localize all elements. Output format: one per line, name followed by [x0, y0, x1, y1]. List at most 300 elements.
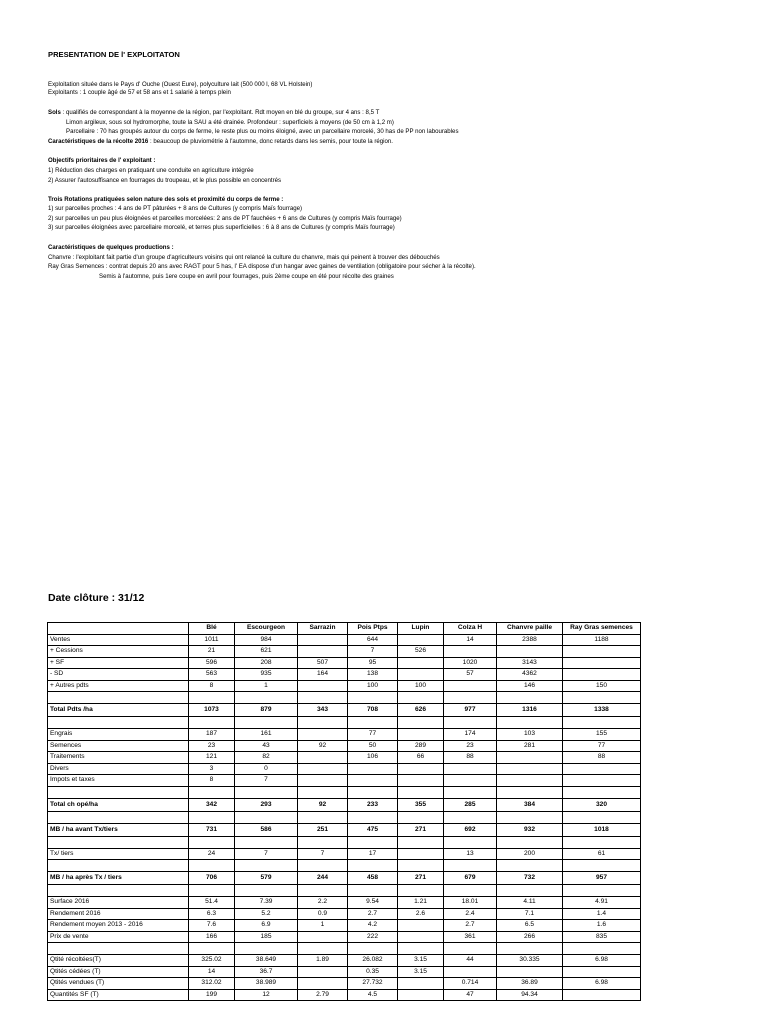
table-header-cell: Colza H — [444, 623, 497, 635]
table-cell — [298, 885, 348, 897]
objectif-2: 2) Assurer l'autosuffisance en fourrages du troupeau, et le plus possible en concentrés — [48, 177, 282, 184]
table-cell: 244 — [298, 872, 348, 885]
rotation-3: 3) sur parcelles éloignées avec parcellaire morcelé, et terres plus superficielles : 6 à 8 ans de Cultures (y compris Maïs fourrage) — [48, 224, 395, 231]
table-cell: 507 — [298, 657, 348, 669]
table-row — [48, 989, 641, 1001]
objectifs-heading: Objectifs prioritaires de l' exploitant : — [48, 157, 156, 164]
text-line-parcellaire: Parcellaire : 70 has groupés autour du corps de ferme, le reste plus ou moins éloigné, avec un parcellaire morcelé, 30 has de PP non labourables — [66, 128, 459, 135]
page-title: PRESENTATION DE l' EXPLOITATON — [48, 50, 180, 59]
table-cell — [497, 811, 563, 823]
table-cell — [398, 657, 444, 669]
table-cell — [298, 943, 348, 955]
recolte-text: : beaucoup de pluviométrie à l'automne, donc retards dans les semis, pour toute la région. — [148, 138, 393, 145]
table-cell: 24 — [189, 848, 235, 860]
table-row — [48, 836, 641, 848]
table-cell: 1018 — [563, 823, 641, 836]
table-cell: 92 — [298, 798, 348, 811]
table-cell: 164 — [298, 669, 348, 681]
table-row — [48, 680, 641, 692]
table-cell: 1.21 — [398, 897, 444, 909]
table-row — [48, 908, 641, 920]
table-cell — [497, 763, 563, 775]
table-cell — [563, 966, 641, 978]
table-cell — [444, 860, 497, 872]
table-header-cell: Escourgeon — [235, 623, 298, 635]
table-cell: 1073 — [189, 704, 235, 717]
table-row — [48, 931, 641, 943]
table-row — [48, 811, 641, 823]
table-cell — [298, 729, 348, 741]
row-label-cell — [48, 692, 189, 704]
table-header-cell: Blé — [189, 623, 235, 635]
row-label-cell: Semences — [48, 740, 189, 752]
table-cell: 185 — [235, 931, 298, 943]
table-cell: 121 — [189, 752, 235, 764]
table-row — [48, 885, 641, 897]
table-cell: 526 — [398, 646, 444, 658]
row-label-cell: + Cessions — [48, 646, 189, 658]
table-cell — [398, 692, 444, 704]
table-cell — [398, 989, 444, 1001]
production-raygras-semis: Semis à l'automne, puis 1ere coupe en avril pour fourrages, puis 2ème coupe en été pour récolte des graines — [99, 273, 394, 280]
table-cell: 199 — [189, 989, 235, 1001]
table-row — [48, 920, 641, 932]
table-cell: 138 — [348, 669, 398, 681]
table-cell: 6.9 — [235, 920, 298, 932]
table-row — [48, 775, 641, 787]
table-cell — [298, 717, 348, 729]
row-label-cell — [48, 885, 189, 897]
table-cell — [563, 786, 641, 798]
table-cell: 0.35 — [348, 966, 398, 978]
table-cell: 679 — [444, 872, 497, 885]
table-cell: 0.9 — [298, 908, 348, 920]
table-cell — [298, 763, 348, 775]
table-cell: 100 — [398, 680, 444, 692]
table-cell — [497, 836, 563, 848]
table-row — [48, 823, 641, 836]
row-label-cell: + Autres pdts — [48, 680, 189, 692]
row-label-cell: Tx/ tiers — [48, 848, 189, 860]
table-cell: 4.5 — [348, 989, 398, 1001]
table-cell: 95 — [348, 657, 398, 669]
table-cell: 626 — [398, 704, 444, 717]
table-cell: 51.4 — [189, 897, 235, 909]
table-cell — [235, 717, 298, 729]
table-cell: 325.02 — [189, 955, 235, 967]
table-cell: 82 — [235, 752, 298, 764]
sols-text: : qualifiés de correspondant à la moyenne de la région, par l'exploitant. Rdt moyen en blé du groupe, sur 4 ans : 8,5 T — [60, 109, 380, 116]
table-cell — [398, 943, 444, 955]
table-cell: 13 — [444, 848, 497, 860]
table-cell: 8 — [189, 680, 235, 692]
table-cell: 2.79 — [298, 989, 348, 1001]
table-cell — [235, 692, 298, 704]
row-label-cell: Total Pdts /ha — [48, 704, 189, 717]
table-cell — [497, 646, 563, 658]
row-label-cell: - SD — [48, 669, 189, 681]
table-cell: 281 — [497, 740, 563, 752]
row-label-cell: MB / ha avant Tx/tiers — [48, 823, 189, 836]
table-row — [48, 752, 641, 764]
table-cell — [398, 931, 444, 943]
row-label-cell: Qtités cédées (T) — [48, 966, 189, 978]
table-cell: 957 — [563, 872, 641, 885]
table-cell — [563, 692, 641, 704]
table-cell: 14 — [444, 634, 497, 646]
table-cell — [189, 885, 235, 897]
table-cell: 1338 — [563, 704, 641, 717]
production-raygras: Ray Gras Semences : contrat depuis 20 ans avec RAGT pour 5 has, l' EA dispose d'un hangar avec gaines de ventilation (obligatoire pour sécher à la récolte). — [48, 263, 476, 270]
text-line-exploitation: Exploitation située dans le Pays d' Ouche (Ouest Eure), polyculture lait (500 000 l, 68 VL Holstein) — [48, 81, 313, 88]
results-table — [47, 622, 641, 1001]
table-cell: 36.7 — [235, 966, 298, 978]
row-label-cell: Impots et taxes — [48, 775, 189, 787]
row-label-cell: + SF — [48, 657, 189, 669]
date-cloture: Date clôture : 31/12 — [48, 592, 145, 604]
row-label-cell: Ventes — [48, 634, 189, 646]
table-cell — [189, 860, 235, 872]
text-line-recolte — [48, 138, 393, 146]
table-cell: 977 — [444, 704, 497, 717]
table-cell — [298, 680, 348, 692]
table-cell — [497, 860, 563, 872]
table-cell: 706 — [189, 872, 235, 885]
table-cell — [444, 811, 497, 823]
table-cell: 732 — [497, 872, 563, 885]
table-cell: 458 — [348, 872, 398, 885]
table-cell — [497, 786, 563, 798]
table-cell: 66 — [398, 752, 444, 764]
table-cell — [298, 646, 348, 658]
table-cell — [235, 943, 298, 955]
table-cell: 285 — [444, 798, 497, 811]
table-cell: 6.3 — [189, 908, 235, 920]
table-cell: 222 — [348, 931, 398, 943]
table-row — [48, 657, 641, 669]
table-row — [48, 978, 641, 990]
table-row — [48, 943, 641, 955]
row-label-cell: Total ch opé/ha — [48, 798, 189, 811]
table-cell — [444, 836, 497, 848]
row-label-cell — [48, 811, 189, 823]
table-cell: 293 — [235, 798, 298, 811]
table-row — [48, 848, 641, 860]
table-cell — [497, 885, 563, 897]
table-cell: 88 — [563, 752, 641, 764]
table-cell: 38.649 — [235, 955, 298, 967]
table-cell: 935 — [235, 669, 298, 681]
rotations-heading: Trois Rotations pratiquées selon nature des sols et proximité du corps de ferme : — [48, 196, 284, 203]
row-label-cell — [48, 786, 189, 798]
table-cell — [348, 775, 398, 787]
table-cell: 7 — [298, 848, 348, 860]
table-cell — [563, 836, 641, 848]
production-chanvre: Chanvre : l'exploitant fait partie d'un groupe d'agriculteurs voisins qui ont relancé la culture du chanvre, mais qui peinent à trouver des débouchés — [48, 254, 440, 261]
table-cell: 7.6 — [189, 920, 235, 932]
table-cell: 17 — [348, 848, 398, 860]
table-cell: 30.335 — [497, 955, 563, 967]
table-cell — [348, 692, 398, 704]
table-cell: 0 — [235, 763, 298, 775]
table-cell: 94.34 — [497, 989, 563, 1001]
text-line-limon: Limon argileux, sous sol hydromorphe, toute la SAU a été drainée. Profondeur : superficiels à moyens (de 50 cm à 1,2 m) — [66, 119, 394, 126]
table-cell: 932 — [497, 823, 563, 836]
table-cell — [444, 763, 497, 775]
table-cell: 384 — [497, 798, 563, 811]
table-row — [48, 786, 641, 798]
table-cell: 21 — [189, 646, 235, 658]
row-label-cell: Divers — [48, 763, 189, 775]
table-cell — [398, 669, 444, 681]
table-cell — [497, 775, 563, 787]
table-cell — [398, 729, 444, 741]
table-cell: 57 — [444, 669, 497, 681]
table-header-cell: Lupin — [398, 623, 444, 635]
table-cell — [444, 966, 497, 978]
table-cell: 579 — [235, 872, 298, 885]
table-cell: 342 — [189, 798, 235, 811]
table-cell — [444, 775, 497, 787]
table-cell: 3143 — [497, 657, 563, 669]
table-row — [48, 798, 641, 811]
table-cell — [398, 811, 444, 823]
table-cell: 2.2 — [298, 897, 348, 909]
table-cell — [398, 978, 444, 990]
table-cell — [398, 717, 444, 729]
text-line-sols — [48, 109, 379, 117]
row-label-cell — [48, 860, 189, 872]
table-cell: 38.989 — [235, 978, 298, 990]
table-cell: 146 — [497, 680, 563, 692]
table-cell: 2.4 — [444, 908, 497, 920]
table-cell: 1011 — [189, 634, 235, 646]
table-cell: 103 — [497, 729, 563, 741]
table-row — [48, 966, 641, 978]
table-cell — [189, 836, 235, 848]
table-row — [48, 646, 641, 658]
table-cell: 6.98 — [563, 955, 641, 967]
table-cell: 7.1 — [497, 908, 563, 920]
row-label-cell: Quantités SF (T) — [48, 989, 189, 1001]
table-cell — [235, 885, 298, 897]
table-cell — [298, 860, 348, 872]
table-header-cell: Chanvre paille — [497, 623, 563, 635]
table-row — [48, 740, 641, 752]
table-cell — [444, 885, 497, 897]
table-cell: 1316 — [497, 704, 563, 717]
table-cell — [189, 692, 235, 704]
table-cell: 4.91 — [563, 897, 641, 909]
table-cell: 23 — [189, 740, 235, 752]
table-row — [48, 704, 641, 717]
table-cell: 586 — [235, 823, 298, 836]
table-cell: 44 — [444, 955, 497, 967]
table-row — [48, 634, 641, 646]
table-cell: 106 — [348, 752, 398, 764]
table-cell: 1020 — [444, 657, 497, 669]
table-cell: 3.15 — [398, 955, 444, 967]
table-cell — [189, 717, 235, 729]
table-cell: 7 — [235, 848, 298, 860]
table-cell — [298, 836, 348, 848]
table-cell — [348, 786, 398, 798]
table-cell — [235, 836, 298, 848]
table-header-cell: Sarrazin — [298, 623, 348, 635]
rotation-2: 2) sur parcelles un peu plus éloignées et parcelles morcelées: 2 ans de PT fauchées + 6 ans de Cultures (y compris Maïs fourrage) — [48, 215, 402, 222]
table-cell — [563, 717, 641, 729]
table-cell: 47 — [444, 989, 497, 1001]
table-cell — [348, 885, 398, 897]
row-label-cell — [48, 717, 189, 729]
table-cell: 563 — [189, 669, 235, 681]
table-cell — [563, 943, 641, 955]
table-cell: 88 — [444, 752, 497, 764]
table-cell — [298, 811, 348, 823]
table-cell: 1.6 — [563, 920, 641, 932]
table-cell: 6.98 — [563, 978, 641, 990]
table-cell — [348, 836, 398, 848]
text-line-exploitants: Exploitants : 1 couple âgé de 57 et 58 ans et 1 salarié à temps plein — [48, 89, 231, 96]
table-cell: 708 — [348, 704, 398, 717]
row-label-cell: Engrais — [48, 729, 189, 741]
table-cell: 43 — [235, 740, 298, 752]
table-cell — [298, 634, 348, 646]
table-cell: 161 — [235, 729, 298, 741]
table-cell — [398, 860, 444, 872]
table-cell — [497, 717, 563, 729]
sols-label: Sols — [48, 109, 61, 116]
table-cell — [298, 786, 348, 798]
table-cell: 621 — [235, 646, 298, 658]
table-cell: 200 — [497, 848, 563, 860]
table-cell: 475 — [348, 823, 398, 836]
table-cell — [348, 763, 398, 775]
table-row — [48, 669, 641, 681]
table-cell: 251 — [298, 823, 348, 836]
table-cell — [235, 811, 298, 823]
table-cell — [444, 680, 497, 692]
table-cell — [497, 943, 563, 955]
table-cell: 233 — [348, 798, 398, 811]
table-cell — [348, 943, 398, 955]
table-cell — [563, 646, 641, 658]
table-row — [48, 860, 641, 872]
table-cell — [235, 786, 298, 798]
table-cell: 36.89 — [497, 978, 563, 990]
table-header-cell: Pois Ptps — [348, 623, 398, 635]
table-cell — [563, 763, 641, 775]
table-cell: 4.11 — [497, 897, 563, 909]
table-cell: 100 — [348, 680, 398, 692]
table-cell — [563, 811, 641, 823]
table-cell: 361 — [444, 931, 497, 943]
table-cell: 9.54 — [348, 897, 398, 909]
table-cell — [298, 966, 348, 978]
table-cell: 174 — [444, 729, 497, 741]
table-row — [48, 729, 641, 741]
table-cell — [563, 775, 641, 787]
table-cell: 4362 — [497, 669, 563, 681]
table-cell — [189, 943, 235, 955]
table-cell: 77 — [348, 729, 398, 741]
table-cell: 266 — [497, 931, 563, 943]
table-cell: 18.01 — [444, 897, 497, 909]
table-cell — [497, 966, 563, 978]
table-cell: 289 — [398, 740, 444, 752]
table-header-cell: Ray Gras semences — [563, 623, 641, 635]
table-cell — [298, 775, 348, 787]
table-header-row — [48, 623, 641, 635]
row-label-cell: Prix de vente — [48, 931, 189, 943]
table-cell — [189, 786, 235, 798]
table-cell: 6.5 — [497, 920, 563, 932]
table-row — [48, 692, 641, 704]
table-row — [48, 763, 641, 775]
table-cell: 12 — [235, 989, 298, 1001]
table-cell — [398, 885, 444, 897]
row-label-cell: Surface 2016 — [48, 897, 189, 909]
table-cell — [497, 752, 563, 764]
objectif-1: 1) Réduction des charges en pratiquant une conduite en agriculture intégrée — [48, 167, 254, 174]
row-label-cell: Qtité récoltées(T) — [48, 955, 189, 967]
row-label-cell — [48, 943, 189, 955]
table-cell: 3.15 — [398, 966, 444, 978]
table-cell — [497, 692, 563, 704]
table-cell — [298, 931, 348, 943]
row-label-cell: Rendement 2016 — [48, 908, 189, 920]
row-label-cell — [48, 836, 189, 848]
table-cell — [348, 860, 398, 872]
table-cell — [563, 989, 641, 1001]
table-cell — [563, 885, 641, 897]
table-cell: 50 — [348, 740, 398, 752]
table-cell — [298, 978, 348, 990]
row-label-cell: MB / ha après Tx / tiers — [48, 872, 189, 885]
table-cell: 644 — [348, 634, 398, 646]
table-cell: 150 — [563, 680, 641, 692]
row-label-cell: Rendement moyen 2013 - 2016 — [48, 920, 189, 932]
table-cell — [398, 763, 444, 775]
table-cell: 3 — [189, 763, 235, 775]
table-cell — [398, 634, 444, 646]
row-label-cell: Traitements — [48, 752, 189, 764]
table-cell: 77 — [563, 740, 641, 752]
table-cell: 1.4 — [563, 908, 641, 920]
table-cell: 1 — [298, 920, 348, 932]
table-cell: 0.714 — [444, 978, 497, 990]
table-cell: 2388 — [497, 634, 563, 646]
table-cell: 8 — [189, 775, 235, 787]
table-cell: 271 — [398, 823, 444, 836]
table-cell: 187 — [189, 729, 235, 741]
table-cell — [444, 692, 497, 704]
table-cell — [563, 669, 641, 681]
table-cell — [298, 692, 348, 704]
table-row — [48, 872, 641, 885]
table-cell — [563, 657, 641, 669]
table-cell: 312.02 — [189, 978, 235, 990]
table-cell — [348, 811, 398, 823]
table-cell: 343 — [298, 704, 348, 717]
table-cell: 7 — [235, 775, 298, 787]
table-cell — [398, 848, 444, 860]
table-cell — [398, 836, 444, 848]
table-cell — [348, 717, 398, 729]
table-cell: 7 — [348, 646, 398, 658]
table-cell: 1188 — [563, 634, 641, 646]
table-cell — [444, 717, 497, 729]
